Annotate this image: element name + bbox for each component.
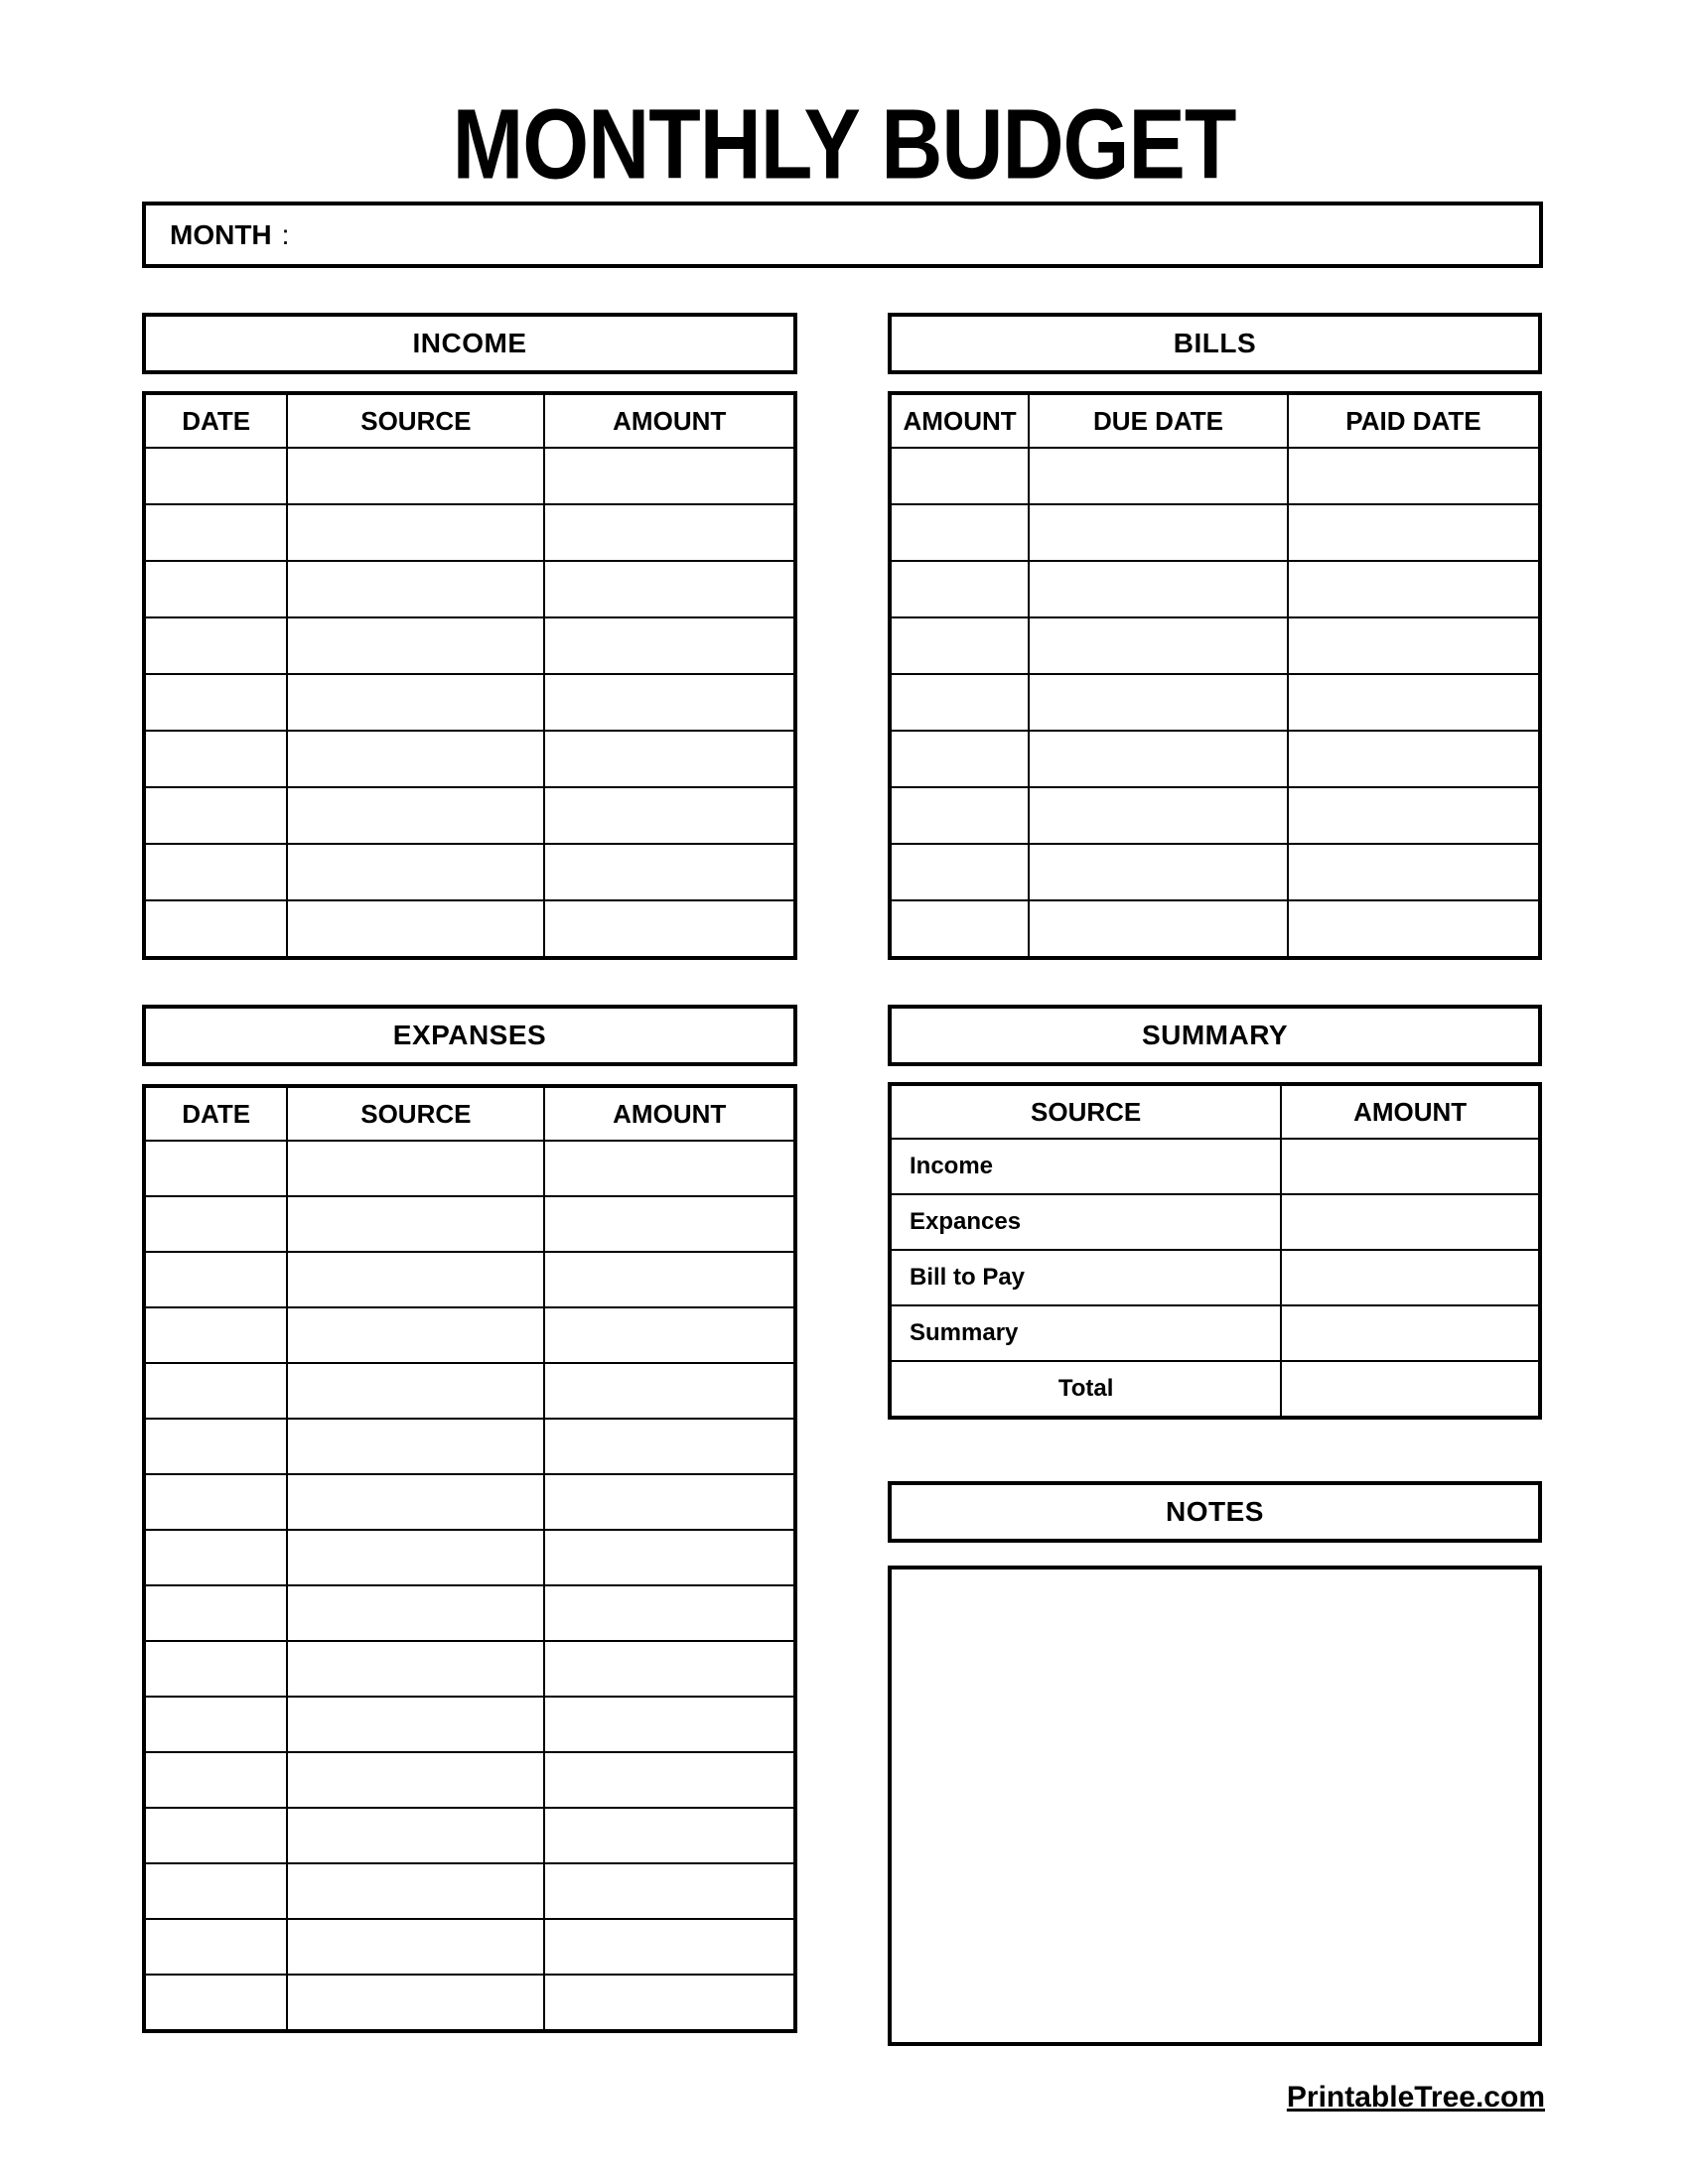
empty-cell — [144, 617, 287, 674]
empty-cell — [890, 900, 1029, 958]
empty-row — [144, 1585, 795, 1641]
empty-cell — [544, 448, 795, 504]
empty-cell — [144, 1585, 287, 1641]
empty-cell — [1029, 448, 1288, 504]
empty-cell — [144, 1363, 287, 1419]
empty-row — [144, 448, 795, 504]
empty-cell — [544, 617, 795, 674]
empty-cell — [890, 844, 1029, 900]
empty-row — [144, 1196, 795, 1252]
empty-cell — [287, 1919, 544, 1975]
expanses-section-header — [142, 1005, 797, 1066]
notes-area — [888, 1566, 1542, 2046]
empty-cell — [544, 504, 795, 561]
bills-header-row — [890, 393, 1540, 448]
empty-row — [144, 1863, 795, 1919]
empty-cell — [544, 1808, 795, 1863]
empty-cell — [544, 1252, 795, 1307]
empty-cell — [1288, 617, 1540, 674]
empty-cell — [890, 448, 1029, 504]
empty-cell — [544, 1975, 795, 2031]
summary-header-row — [890, 1084, 1540, 1139]
empty-cell — [544, 1863, 795, 1919]
summary-value-income — [1281, 1139, 1540, 1194]
empty-row — [144, 674, 795, 731]
empty-cell — [1288, 504, 1540, 561]
summary-value-bill-to-pay — [1281, 1250, 1540, 1305]
empty-cell — [544, 1585, 795, 1641]
empty-cell — [544, 1641, 795, 1697]
empty-cell — [1288, 787, 1540, 844]
income-table-head — [144, 393, 795, 448]
expanses-table — [142, 1084, 797, 2033]
summary-section-header — [888, 1005, 1542, 1066]
empty-cell — [287, 1863, 544, 1919]
empty-cell — [144, 504, 287, 561]
income-section-title: INCOME — [412, 328, 527, 358]
empty-cell — [144, 1307, 287, 1363]
empty-row — [144, 504, 795, 561]
summary-section-title: SUMMARY — [1141, 1020, 1289, 1050]
summary-col-amount: AMOUNT — [1281, 1084, 1540, 1139]
empty-cell — [287, 1697, 544, 1752]
summary-label-income: Income — [890, 1139, 1281, 1194]
empty-cell — [544, 731, 795, 787]
empty-cell — [287, 1474, 544, 1530]
empty-cell — [287, 674, 544, 731]
empty-row — [890, 561, 1540, 617]
empty-cell — [1029, 504, 1288, 561]
empty-row — [144, 1919, 795, 1975]
empty-cell — [287, 1363, 544, 1419]
summary-table — [888, 1082, 1542, 1420]
summary-label-total: Total — [890, 1361, 1281, 1418]
empty-cell — [1288, 561, 1540, 617]
empty-cell — [1029, 787, 1288, 844]
empty-cell — [544, 674, 795, 731]
bills-col-amount: AMOUNT — [890, 393, 1029, 448]
empty-cell — [144, 1530, 287, 1585]
empty-cell — [144, 1641, 287, 1697]
empty-cell — [890, 561, 1029, 617]
expanses-table-body — [144, 1141, 795, 2031]
expanses-section-title: EXPANSES — [392, 1020, 547, 1050]
income-section-header — [142, 313, 797, 374]
empty-row — [890, 674, 1540, 731]
empty-row — [890, 504, 1540, 561]
empty-cell — [287, 1808, 544, 1863]
income-col-source: SOURCE — [287, 393, 544, 448]
empty-row — [890, 731, 1540, 787]
empty-row — [144, 1697, 795, 1752]
empty-cell — [144, 787, 287, 844]
empty-cell — [144, 844, 287, 900]
empty-cell — [287, 731, 544, 787]
empty-row — [890, 787, 1540, 844]
empty-cell — [890, 617, 1029, 674]
bills-col-due-date: DUE DATE — [1029, 393, 1288, 448]
empty-cell — [544, 1530, 795, 1585]
empty-cell — [544, 1474, 795, 1530]
empty-cell — [287, 787, 544, 844]
empty-cell — [144, 1252, 287, 1307]
empty-cell — [890, 504, 1029, 561]
summary-label-expances: Expances — [890, 1194, 1281, 1250]
empty-cell — [1288, 844, 1540, 900]
income-col-amount: AMOUNT — [544, 393, 795, 448]
summary-label-bill-to-pay: Bill to Pay — [890, 1250, 1281, 1305]
empty-cell — [544, 1141, 795, 1196]
empty-row — [890, 617, 1540, 674]
empty-cell — [144, 674, 287, 731]
notes-section-title: NOTES — [1166, 1496, 1264, 1527]
empty-cell — [287, 844, 544, 900]
empty-cell — [144, 900, 287, 958]
empty-cell — [1288, 900, 1540, 958]
empty-cell — [287, 1419, 544, 1474]
empty-cell — [144, 448, 287, 504]
empty-cell — [287, 1641, 544, 1697]
empty-cell — [144, 1141, 287, 1196]
empty-cell — [144, 1697, 287, 1752]
summary-value-total — [1281, 1361, 1540, 1418]
month-field — [142, 202, 1543, 268]
empty-row — [144, 561, 795, 617]
bills-section-title: BILLS — [1173, 328, 1257, 358]
empty-cell — [544, 1752, 795, 1808]
empty-cell — [890, 787, 1029, 844]
bills-col-paid-date: PAID DATE — [1288, 393, 1540, 448]
empty-cell — [144, 1419, 287, 1474]
empty-row — [144, 1474, 795, 1530]
empty-cell — [144, 1919, 287, 1975]
empty-row — [890, 448, 1540, 504]
empty-cell — [144, 731, 287, 787]
empty-cell — [1029, 731, 1288, 787]
empty-cell — [287, 1585, 544, 1641]
empty-cell — [544, 900, 795, 958]
empty-row — [144, 900, 795, 958]
page-title: MONTHLY BUDGET — [452, 89, 1236, 201]
month-label: MONTH — [170, 218, 272, 250]
empty-row — [144, 1752, 795, 1808]
bills-table-head — [890, 393, 1540, 448]
summary-row-summary — [890, 1305, 1540, 1361]
expanses-table-head — [144, 1086, 795, 1141]
empty-cell — [287, 900, 544, 958]
empty-cell — [144, 1196, 287, 1252]
income-header-row — [144, 393, 795, 448]
empty-cell — [1029, 674, 1288, 731]
empty-cell — [144, 561, 287, 617]
notes-section-header — [888, 1481, 1542, 1543]
printabletree-footer-link[interactable]: PrintableTree.com — [1286, 2081, 1545, 2114]
bills-table — [888, 391, 1542, 960]
empty-row — [144, 787, 795, 844]
empty-cell — [1288, 448, 1540, 504]
empty-cell — [1029, 844, 1288, 900]
summary-row-total — [890, 1361, 1540, 1418]
empty-row — [144, 1530, 795, 1585]
empty-cell — [287, 561, 544, 617]
empty-cell — [287, 448, 544, 504]
summary-value-expances — [1281, 1194, 1540, 1250]
empty-cell — [144, 1752, 287, 1808]
income-col-date: DATE — [144, 393, 287, 448]
empty-row — [144, 617, 795, 674]
income-table-body — [144, 448, 795, 958]
empty-cell — [287, 1252, 544, 1307]
empty-cell — [544, 787, 795, 844]
month-colon: : — [281, 218, 290, 250]
empty-cell — [544, 1419, 795, 1474]
summary-value-summary — [1281, 1305, 1540, 1361]
expanses-col-amount: AMOUNT — [544, 1086, 795, 1141]
summary-label-summary: Summary — [890, 1305, 1281, 1361]
empty-cell — [287, 1530, 544, 1585]
empty-cell — [1029, 617, 1288, 674]
summary-row-bill-to-pay — [890, 1250, 1540, 1305]
empty-row — [144, 1419, 795, 1474]
empty-cell — [287, 1141, 544, 1196]
empty-cell — [144, 1474, 287, 1530]
empty-cell — [1029, 900, 1288, 958]
summary-row-income — [890, 1139, 1540, 1194]
empty-cell — [544, 1307, 795, 1363]
bills-table-body — [890, 448, 1540, 958]
empty-row — [144, 1307, 795, 1363]
empty-cell — [287, 504, 544, 561]
empty-cell — [544, 844, 795, 900]
empty-cell — [544, 1196, 795, 1252]
empty-row — [144, 731, 795, 787]
empty-row — [144, 1641, 795, 1697]
empty-row — [144, 1252, 795, 1307]
empty-cell — [544, 1697, 795, 1752]
income-table — [142, 391, 797, 960]
empty-cell — [287, 1752, 544, 1808]
empty-row — [890, 844, 1540, 900]
empty-cell — [287, 1975, 544, 2031]
summary-col-source: SOURCE — [890, 1084, 1281, 1139]
empty-row — [144, 1363, 795, 1419]
empty-row — [144, 1141, 795, 1196]
empty-cell — [890, 674, 1029, 731]
empty-row — [144, 1975, 795, 2031]
empty-cell — [287, 617, 544, 674]
expanses-col-date: DATE — [144, 1086, 287, 1141]
empty-cell — [544, 1363, 795, 1419]
empty-cell — [144, 1975, 287, 2031]
expanses-col-source: SOURCE — [287, 1086, 544, 1141]
empty-cell — [1288, 731, 1540, 787]
empty-cell — [1029, 561, 1288, 617]
summary-table-head — [890, 1084, 1540, 1139]
empty-row — [890, 900, 1540, 958]
empty-row — [144, 844, 795, 900]
summary-table-body — [890, 1139, 1540, 1418]
bills-section-header — [888, 313, 1542, 374]
empty-cell — [544, 561, 795, 617]
empty-cell — [1288, 674, 1540, 731]
empty-cell — [890, 731, 1029, 787]
empty-row — [144, 1808, 795, 1863]
expanses-header-row — [144, 1086, 795, 1141]
empty-cell — [287, 1196, 544, 1252]
empty-cell — [144, 1808, 287, 1863]
empty-cell — [544, 1919, 795, 1975]
empty-cell — [287, 1307, 544, 1363]
empty-cell — [144, 1863, 287, 1919]
summary-row-expances — [890, 1194, 1540, 1250]
